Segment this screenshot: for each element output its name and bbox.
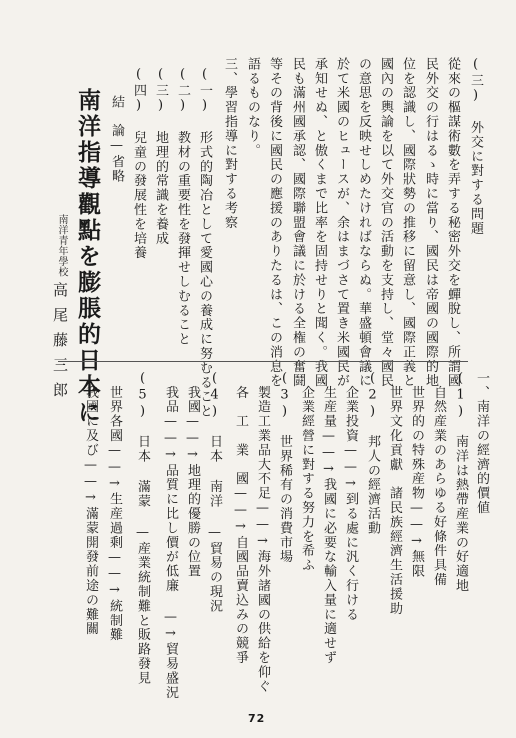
outline-heading: 一、南洋の經濟的價値 bbox=[474, 371, 489, 515]
body-line: 語るものなり。 bbox=[245, 57, 260, 158]
outline-line: 生産量——→我國に必要な輸入量に適せず bbox=[321, 371, 336, 665]
article-title: 南洋指導觀點を膨脹的日本に bbox=[74, 88, 101, 426]
outline-line: (2) 邦人の經濟活動 bbox=[365, 371, 380, 536]
outline-line: (4) 日本 南洋 —貿易の現況 bbox=[207, 371, 222, 614]
body-line: 國內の輿論を以て外交官の活動を支持し、堂々國民 bbox=[378, 57, 393, 389]
list-item: (四) 兒童の發展性を培養 bbox=[131, 67, 146, 261]
list-item: (三) 地理的常識を養成 bbox=[153, 67, 168, 246]
body-line: 等その背後に國民の應援のありたるは、この消息を bbox=[267, 57, 282, 389]
body-line: 民外交の行はるゝ時に當り、國民は帝國の國際的地 bbox=[423, 57, 438, 389]
section-heading: (三) 外交に對する問題 bbox=[468, 57, 483, 236]
outline-line: 世界的の特殊産物——→無限 bbox=[409, 371, 424, 579]
page-number: 72 bbox=[248, 712, 266, 725]
body-line: 從來の樞謀術數を弄する秘密外交を蟬脫し、所謂國 bbox=[445, 57, 460, 389]
outline-line: 自然産業のあらゆる好條件具備 bbox=[431, 371, 446, 587]
outline-line: 企業投資——→到る處に汎く行ける bbox=[343, 371, 358, 622]
body-line: 民も滿州國承認、國際聯盟會議に於ける全権の奮鬪 bbox=[290, 57, 305, 389]
outline-line: 世界各國——→生産過剩——→統制難 bbox=[107, 371, 122, 643]
outline-line: 各 工 業 國——→自國品賣込みの競爭 bbox=[233, 371, 248, 665]
outline-line: 我國——→地理的優勝の位置 bbox=[185, 371, 200, 579]
author-name: 高尾藤三郎 bbox=[51, 282, 69, 407]
list-item: (二) 教材の重要性を發揮せしむること bbox=[175, 67, 190, 347]
outline-line: 世界文化貢獻 諸民族經濟生活援助 bbox=[387, 371, 402, 616]
body-line: 承知せぬ、と傲くまで比率を固持せりと聞く。我國 bbox=[312, 57, 327, 389]
outline-line: (1) 南洋は熱帶産業の好適地 bbox=[453, 371, 468, 593]
outline-line: 製造工業品大不足——→海外諸國の供給を仰ぐ bbox=[255, 371, 270, 694]
body-line: 位を認識し、國際狀勢の推移に留意し、國際正義と bbox=[400, 57, 415, 389]
body-line: の意思を反映せしめたければならぬ。華盛頓會議に bbox=[356, 57, 371, 389]
body-line: 於て米國のヒュースが、余はまづさて置き米國民が bbox=[334, 57, 349, 389]
outline-line: (3) 世界稀有の消費市場 bbox=[277, 371, 292, 565]
conclusion: 結 論—省略 bbox=[109, 95, 124, 184]
outline-line: (5) 日本 滿蒙 —産業統制難と販路發見 bbox=[135, 371, 150, 686]
list-item: (一) 形式的陶冶として愛國心の養成に努むること bbox=[197, 67, 212, 419]
outline-line: 企業經營に對する努力を希ふ bbox=[299, 371, 314, 573]
section-heading: 三、學習指導に對する考察 bbox=[222, 57, 237, 230]
outline-line: 我國に及び——→滿蒙開發前途の難關 bbox=[83, 371, 98, 637]
outline-line: 我品——→品質に比し價が低廉 —→貿易盛況 bbox=[163, 371, 178, 700]
author-affiliation: 南洋青年學校 bbox=[56, 214, 67, 277]
divider bbox=[58, 361, 468, 362]
